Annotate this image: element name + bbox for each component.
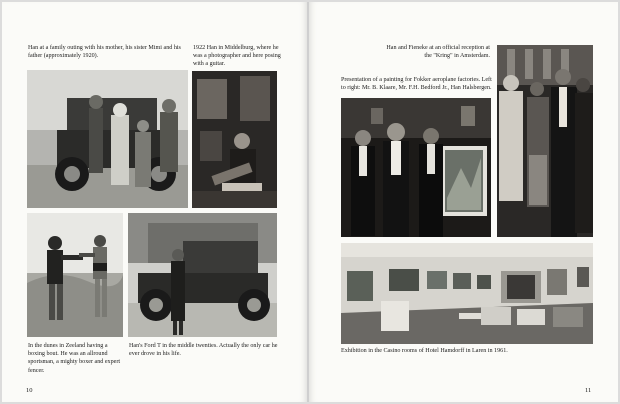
caption-kring-reception: Han and Fieneke at an official reception at the "Kring" in Amsterdam. — [386, 45, 490, 60]
caption-family-outing: Han at a family outing with his mother, his sister Mimi and his father (approximately 1920). — [28, 45, 181, 60]
caption-boxing: In the dunes in Zeeland having a boxing bout. He was an allround sportsman, a mighty boxer and expert fencer. — [28, 343, 121, 374]
page-number-left: 10 — [26, 387, 33, 394]
photo-boxing-dunes — [27, 213, 123, 337]
photo-fokker-presentation — [341, 98, 491, 237]
photo-ford-t — [128, 213, 277, 337]
caption-ford-t: Han's Ford T in the middle twenties. Actually the only car he ever drove in his life. — [129, 343, 278, 358]
caption-middelburg: 1922 Han in Middelburg, where he was a photographer and here posing with a guitar. — [193, 45, 281, 68]
page-number-right: 11 — [585, 387, 592, 394]
photo-family-outing — [27, 70, 188, 208]
caption-exhibition: Exhibition in the Casino rooms of Hotel Hamdorff in Laren in 1961. — [341, 348, 508, 354]
photo-kring-reception — [497, 45, 593, 237]
caption-fokker: Presentation of a painting for Fokker aeroplane factories. Left to right: Mr. B. Klaare, Mr. F.H. Bedford Jr., Han Halsbergen. — [341, 77, 492, 92]
photo-middelburg-guitar — [192, 71, 277, 208]
photo-exhibition-hamdorff — [341, 243, 593, 344]
